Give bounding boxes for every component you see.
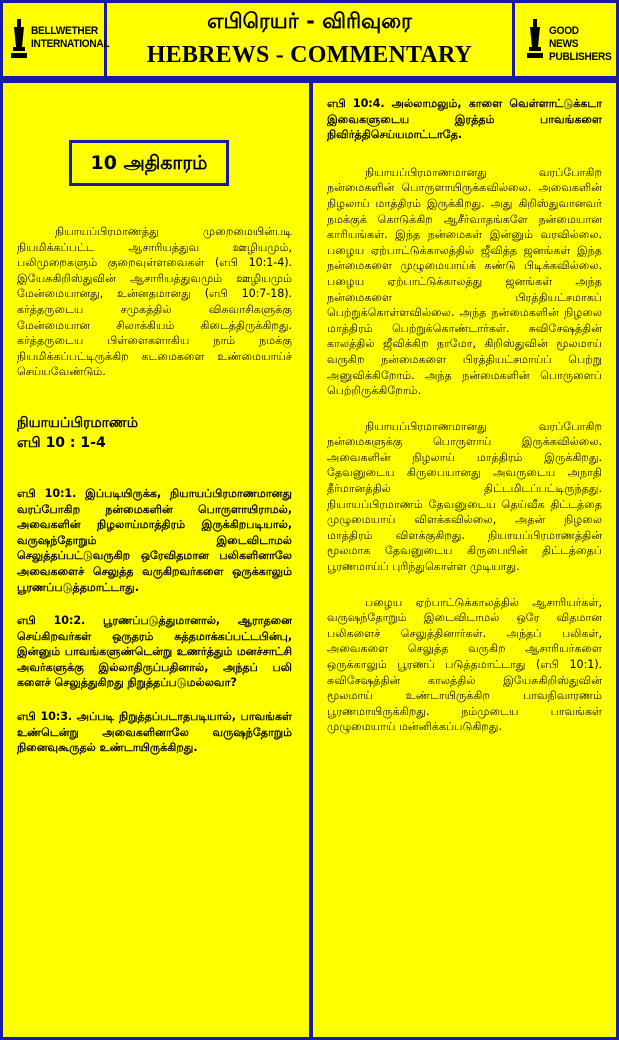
chapter-heading: 10 அதிகாரம் bbox=[69, 140, 229, 186]
title-english: HEBREWS - COMMENTARY bbox=[146, 42, 473, 68]
intro-paragraph: நியாயப்பிரமாணத்து முறைமையின்படி நியமிக்கப்பட்ட ஆசாரியத்துவ ஊழியமும், பலிமுறைகளும் குறைவுள்ளவைகள் (எபி 10:1-4). இயேசுகிறிஸ்துவின் ஆசாரியத்துவமும் ஊழியமும் மேன்மையானது, உன்னதமானது (எபி 10:7-18). கர்த்தருடைய சமுகத்தில் விசுவாசிகளுக்கு மேன்மையான சிலாக்கியம் கிடைத்திருக்கிறது. கர்த்தருடைய பிள்ளைகளாகிய நாம் நமக்கு நியமிக்கப்பட்டிருக்கிற கடமைகளை உண்மையாய்ச் செய்யவேண்டும். bbox=[17, 225, 292, 379]
lamp-icon bbox=[525, 17, 545, 61]
verse-10-2: எபி 10:2. பூரணப்படுத்துமானால், ஆராதனை செய்கிறவர்கள் ஒருதரம் சுத்தமாக்கப்பட்டபின்பு, இன்னும் பாவங்களுண்டென்று உணர்த்தும் மனச்சாட்சி அவர்களுக்கு இல்லாதிருப்பதினால், அந்தப் பலி களைச் செலுத்துகிறது நிறுத்தப்படுமல்லவா? bbox=[17, 614, 292, 690]
good-news-logo-text: GOOD NEWS PUBLISHERS bbox=[549, 25, 612, 63]
header-divider bbox=[3, 76, 616, 83]
commentary-paragraph-3: பழைய ஏற்பாட்டுக்காலத்தில் ஆசாரியர்கள், வருஷந்தோறும் இடைவிடாமல் ஒரே விதமான பலிகளைச் செலுத்தினார்கள். அந்தப் பலிகள், அவைகளை செலுத்த வருகிற ஆசாரியர்களை ஒருக்காலும் பூரணப் படுத்தமாட்டாது (எபி 10:1). சுவிசேஷத்தின் காலத்தில் இயேசுகிறிஸ்துவின் மூலமாய் உண்டாயிருக்கிற பாவநிவாரணம் பூரணமாயிருக்கிறது. நம்முடைய பாவங்கள் முழுமையாய் மன்னிக்கப்படுகிறது. bbox=[327, 595, 602, 734]
good-news-logo bbox=[512, 3, 616, 76]
verse-10-1: எபி 10:1. இப்படியிருக்க, நியாயப்பிரமாணமானது வரப்போகிற நன்மைகளின் பொருளாயிராமல், அவைகளின் நிழலாய்மாத்திரம் இருக்கிறபடியால், வருஷந்தோறும் இடைவிடாமல் செலுத்தப்பட்டுவருகிற ஒரேவிதமான பலிகளினாலே அவைகளைச் செலுத்த வருகிறவர்களை ஒருக்காலும் பூரணப்படுத்தமாட்டாது. bbox=[17, 486, 292, 594]
bellwether-logo bbox=[3, 3, 110, 76]
section-reference: எபி 10 : 1-4 bbox=[17, 434, 106, 451]
header bbox=[3, 3, 616, 79]
title-block bbox=[107, 3, 512, 76]
section-title: நியாயப்பிரமாணம் bbox=[17, 414, 138, 431]
commentary-paragraph-1: நியாயப்பிரமாணமானது வரப்போகிற நன்மைகளின் பொருளாயிருக்கவில்லை. அவைகளின் நிழலாய் மாத்திரம் இருக்கிறது. அது கிறிஸ்துவானவர் நமக்குக் கொடுக்கிற ஆசீர்வாதங்களே நன்மையான காரியங்கள். இந்த நன்மைகள் இன்னும் வரவில்லை. பழைய ஏற்பாட்டுக்காலத்தில் ஜீவித்த ஜனங்கள் இந்த நன்மைகளை முழுமையாய்க் கண்டு பிடிக்கவில்லை. பழைய ஏற்பாட்டுக்காலத்து ஜனங்கள் அந்த நன்மைகளை பிரத்தியட்சமாகப் பெற்றுக்கொள்ளவில்லை. அந்த நன்மைகளின் நிழலை மாத்திரம் பெற்றுக்கொண்டார்கள். சுவிசேஷத்தின் காலத்தில் ஜீவிக்கிற நாமோ, கிறிஸ்துவின் மூலமாய் வருகிற நன்மைகளை பிரத்தியட்சமாய்ப் பெற்று அனுவிக்கிறோம். அந்த நன்மைகளின் பொருளைப் பெற்றிருக்கிறோம். bbox=[327, 165, 602, 398]
commentary-paragraph-2: நியாயப்பிரமாணமானது வரப்போகிற நன்மைகளுக்கு பொருளாய் இருக்கவில்லை. அவைகளின் நிழலாய் மாத்திரம் இருக்கிறது. தேவனுடைய கிருபையானது அவருடைய அநாதி தீர்மானத்தில் திட்டமிடப்பட்டிருந்தது. நியாயப்பிரமாணம் தேவனுடைய தெய்வீக திட்டத்தை முழுமையாய் விளக்கவில்லை, அதன் நிழலை மாத்திரம் விளக்குகிறது. நியாயப்பிரமாணத்தின் மூலமாக தேவனுடைய கிருபையின் திட்டத்தைப் பூரணமாய்ப் புரிந்துகொள்ள முடியாது. bbox=[327, 419, 602, 574]
title-tamil: எபிரெயர் - விரிவுரை bbox=[207, 9, 412, 33]
verse-10-4: எபி 10:4. அல்லாமலும், காளை வெள்ளாட்டுக்கடா இவைகளுடைய இரத்தம் பாவங்களை நிவிர்த்திசெய்யமாட்டாதே. bbox=[327, 97, 602, 142]
right-column bbox=[313, 83, 616, 1037]
verse-10-3: எபி 10:3. அப்படி நிறுத்தப்படாதபடியால், பாவங்கள் உண்டென்று அவைகளினாலே வருஷந்தோறும் நினைவுகூருதல் உண்டாயிருக்கிறது. bbox=[17, 710, 292, 755]
lamp-icon bbox=[9, 17, 29, 61]
bellwether-logo-text: BELLWETHER INTERNATIONAL bbox=[31, 25, 110, 50]
left-column bbox=[3, 83, 310, 1037]
